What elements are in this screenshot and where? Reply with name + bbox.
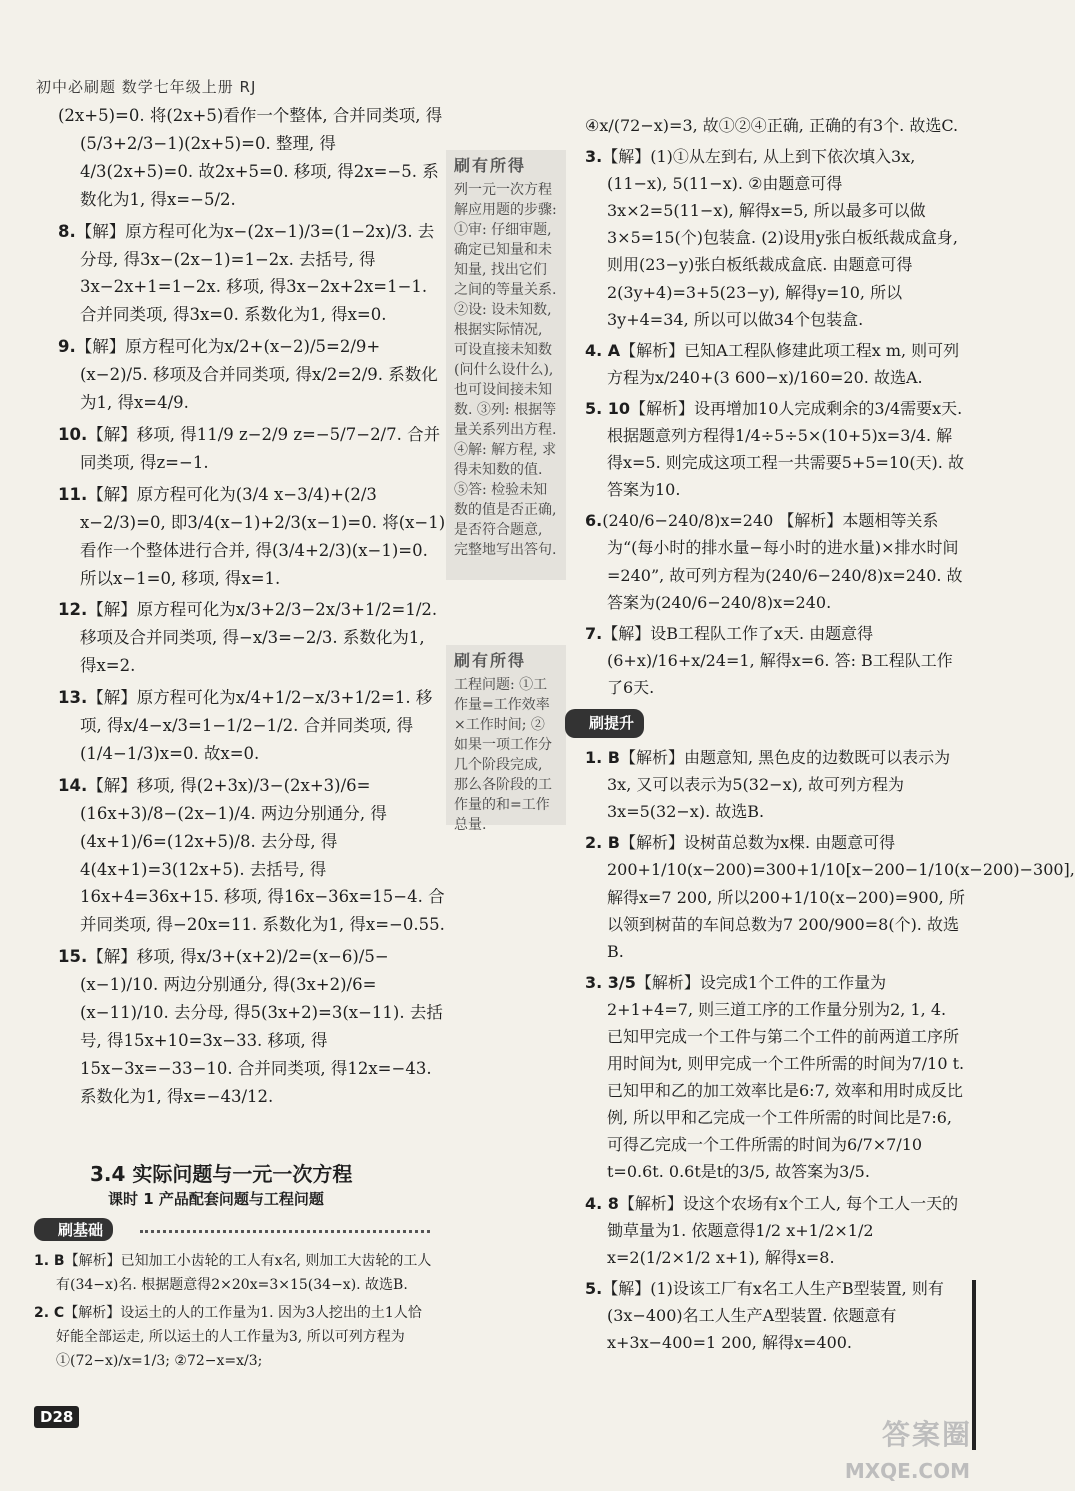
answer-number: 14. <box>58 775 88 795</box>
answer-item <box>585 620 965 701</box>
answer-text: (2x+5)=0. 将(2x+5)看作一个整体, 合并同类项, 得(5/3+2/3−1)(2x+5)=0. 整理, 得4/3(2x+5)=0. 故2x+5=0. 移项, 得2x=−5. 系数化为1, 得x=−5/2. <box>58 106 443 209</box>
left-column <box>58 102 446 1115</box>
answer-item <box>585 1190 965 1271</box>
answer-text: 【解】移项, 得(2+3x)/3−(2x+3)/6=(16x+3)/8−(2x−1)/4. 两边分别通分, 得(4x+1)/6=(12x+5)/8. 去分母, 得4(4x+1)=3(12x+5). 去括号, 得16x+4=36x+15. 移项, 得16x−36x=15−4. 合并同类项, 得−20x=11. 系数化为1, 得x=−0.55. <box>80 775 445 935</box>
answer-text: 【解】原方程可化为(3/4 x−3/4)+(2/3 x−2/3)=0, 即3/4(x−1)+2/3(x−1)=0. 将(x−1)看作一个整体进行合并, 得(3/4+2/3)(x−1)=0. 所以x−1=0, 移项, 得x=1. <box>80 484 446 588</box>
basic-column <box>34 1250 434 1378</box>
answer-number: 15. <box>58 947 88 967</box>
dotted-rule <box>140 1230 430 1233</box>
subsection-title: 课时 1 产品配套问题与工程问题 <box>108 1190 324 1208</box>
answer-number: 5. <box>585 1278 603 1298</box>
answer-item <box>585 507 965 615</box>
answer-number: 9. <box>58 337 76 357</box>
answer-number: 2. B <box>585 833 620 853</box>
answer-item <box>585 1275 965 1356</box>
tag-basic: 刷基础 <box>34 1218 113 1241</box>
section-title: 3.4 实际问题与一元一次方程 <box>90 1162 353 1186</box>
answer-number: 3. <box>585 147 603 167</box>
answer-number: 10. <box>58 424 88 444</box>
answer-text: 【解析】设完成1个工件的工作量为2+1+4=7, 则三道工序的工作量分别为2, 1, 4. 已知甲完成一个工件与第二个工件的前两道工序所用时间为t, 则甲完成一个工件所需的时间为7/10 t. 已知甲和乙的加工效率比是6:7, 效率和用时成反比例, 所以甲和乙完成一个工件所需的时间比是7:6, 可得乙完成一个工件所需的时间为6/7×7/10 t=0.6t. 0.6t是t的3/5, 故答案为3/5. <box>607 972 965 1182</box>
answer-text: 【解析】已知加工小齿轮的工人有x名, 则加工大齿轮的工人有(34−x)名. 根据题意得2×20x=3×15(34−x). 故选B. <box>56 1253 432 1293</box>
answer-item <box>585 969 965 1186</box>
answer-text: 【解】(1)①从左到右, 从上到下依次填入3x, (11−x), 5(11−x). ②由题意可得3x×2=5(11−x), 解得x=5, 所以最多可以做3×5=15(个)包装盒. (2)设用y张白板纸裁成盒身, 则用(23−y)张白板纸裁成盒底. 由题意可得2(3y+4)=3+5(23−y), 解得y=10, 所以3y+4=34, 所以可以做34个包装盒. <box>602 147 958 329</box>
answer-item <box>58 421 446 477</box>
answer-text: 【解】原方程可化为x/2+(x−2)/5=2/9+(x−2)/5. 移项及合并同类项, 得x/2=2/9. 系数化为1, 得x=4/9. <box>75 337 438 413</box>
answer-number: 4. A <box>585 340 621 360</box>
answer-item <box>585 112 965 139</box>
answer-number: 13. <box>58 688 88 708</box>
answer-number: 6. <box>585 511 603 531</box>
tip-text: 工程问题: ①工作量=工作效率×工作时间; ②如果一项工作分几个阶段完成, 那么各阶段的工作量的和=工作总量. <box>454 677 552 833</box>
tip-box-engineering <box>446 645 566 833</box>
answer-number: 8. <box>58 221 76 241</box>
answer-text: 【解】移项, 得x/3+(x+2)/2=(x−6)/5−(x−1)/10. 两边分别通分, 得(3x+2)/6=(x−11)/10. 去分母, 得5(3x+2)=3(x−11). 去括号, 得15x+10=3x−33. 移项, 得15x−3x=−33−10. 合并同类项, 得12x=−43. 系数化为1, 得x=−43/12. <box>80 947 443 1106</box>
answer-item <box>585 143 965 333</box>
answer-number: 11. <box>58 484 88 504</box>
answer-number: 2. C <box>34 1304 65 1321</box>
answer-item <box>58 218 446 330</box>
answer-number: 12. <box>58 600 88 620</box>
answer-number: 1. B <box>585 748 620 768</box>
page-header: 初中必刷题 数学七年级上册 RJ <box>36 78 257 96</box>
answer-item <box>585 744 965 825</box>
answer-item <box>58 102 446 214</box>
tip-title: 刷有所得 <box>454 156 527 175</box>
answer-text: 【解】原方程可化为x/3+2/3−2x/3+1/2=1/2. 移项及合并同类项, 得−x/3=−2/3. 系数化为1, 得x=2. <box>80 600 438 676</box>
answer-item <box>58 333 446 417</box>
answer-item <box>585 829 1075 964</box>
margin-rule <box>972 1280 976 1450</box>
answer-item <box>58 684 446 768</box>
answer-number: 1. B <box>34 1253 65 1269</box>
answer-number: 4. 8 <box>585 1193 619 1213</box>
answer-text: 【解】设B工程队工作了x天. 由题意得(6+x)/16+x/24=1, 解得x=6. 答: B工程队工作了6天. <box>602 623 953 697</box>
answer-text: 【解】(1)设该工厂有x名工人生产B型装置, 则有(3x−400)名工人生产A型装置. 依题意有x+3x−400=1 200, 解得x=400. <box>602 1278 944 1353</box>
answer-item <box>34 1302 434 1374</box>
answer-text: 【解析】已知A工程队修建此项工程x m, 则可列方程为x/240+(3 600−x)/160=20. 故选A. <box>607 340 960 387</box>
answer-text: ④x/(72−x)=3, 故①②④正确, 正确的有3个. 故选C. <box>585 116 959 135</box>
tip-text: 列一元一次方程解应用题的步骤: ①审: 仔细审题, 确定已知量和未知量, 找出它们之间的等量关系. ②设: 设未知数, 根据实际情况, 可设直接未知数(问什么设什么), 也可设间接未知数. ③列: 根据等量关系列出方程. ④解: 解方程, 求得未知数的值. ⑤答: 检验未知数的值是否正确, 是否符合题意, 完整地写出答句. <box>454 182 557 558</box>
tag-improve: 刷提升 <box>565 709 644 738</box>
right-column <box>585 112 1075 1360</box>
tip-title: 刷有所得 <box>454 651 527 670</box>
answer-text: 【解析】设运土的人的工作量为1. 因为3人挖出的土1人恰好能全部运走, 所以运土的人工作量为3, 所以可列方程为①(72−x)/x=1/3; ②72−x=x/3; <box>56 1304 422 1369</box>
answer-text: 【解析】设再增加10人完成剩余的3/4需要x天. 根据题意列方程得1/4÷5÷5×(10+5)x=3/4. 解得x=5. 则完成这项工程一共需要5+5=10(天). 故答案为10. <box>607 398 964 500</box>
answer-text: 【解】原方程可化为x−(2x−1)/3=(1−2x)/3. 去分母, 得3x−(2x−1)=1−2x. 去括号, 得3x−2x+1=1−2x. 移项, 得3x−2x+2x=1−1. 合并同类项, 得3x=0. 系数化为1, 得x=0. <box>75 221 435 325</box>
answer-item <box>58 943 446 1110</box>
answer-item <box>585 395 965 503</box>
watermark-logo: 答案圈 <box>881 1418 972 1451</box>
answer-item <box>58 481 446 593</box>
answer-text: 【解析】设树苗总数为x棵. 由题意可得200+1/10(x−200)=300+1/10[x−200−1/10(x−200)−300], 解得x=7 200, 所以200+1/10(x−200)=900, 所以领到树苗的车间总数为7 200/900=8(个). 故选B. <box>607 833 1075 961</box>
watermark-url: MXQE.COM <box>844 1459 970 1483</box>
answer-number: 7. <box>585 623 603 643</box>
answer-item <box>34 1250 434 1298</box>
answer-text: 【解】原方程可化为x/4+1/2−x/3+1/2=1. 移项, 得x/4−x/3=1−1/2−1/2. 合并同类项, 得(1/4−1/3)x=0. 故x=0. <box>80 688 433 763</box>
answer-text: (240/6−240/8)x=240 【解析】本题相等关系为“(每小时的排水量−每小时的进水量)×排水时间=240”, 故可列方程为(240/6−240/8)x=240. 故答案为(240/6−240/8)x=240. <box>602 511 963 612</box>
answer-number: 5. 10 <box>585 398 631 418</box>
answer-text: 【解析】设这个农场有x个工人, 每个工人一天的锄草量为1. 依题意得1/2 x+1/2×1/2 x=2(1/2×1/2 x+1), 解得x=8. <box>607 1193 959 1267</box>
answer-text: 【解析】由题意知, 黑色皮的边数既可以表示为3x, 又可以表示为5(32−x), 故可列方程为3x=5(32−x). 故选B. <box>607 748 951 822</box>
answer-number: 3. 3/5 <box>585 972 636 992</box>
page-number: D28 <box>34 1406 79 1428</box>
answer-item <box>58 772 446 939</box>
answer-item <box>58 596 446 680</box>
tip-box-steps <box>446 150 566 580</box>
answer-text: 【解】移项, 得11/9 z−2/9 z=−5/7−2/7. 合并同类项, 得z=−1. <box>80 424 441 472</box>
answer-item <box>585 337 965 391</box>
